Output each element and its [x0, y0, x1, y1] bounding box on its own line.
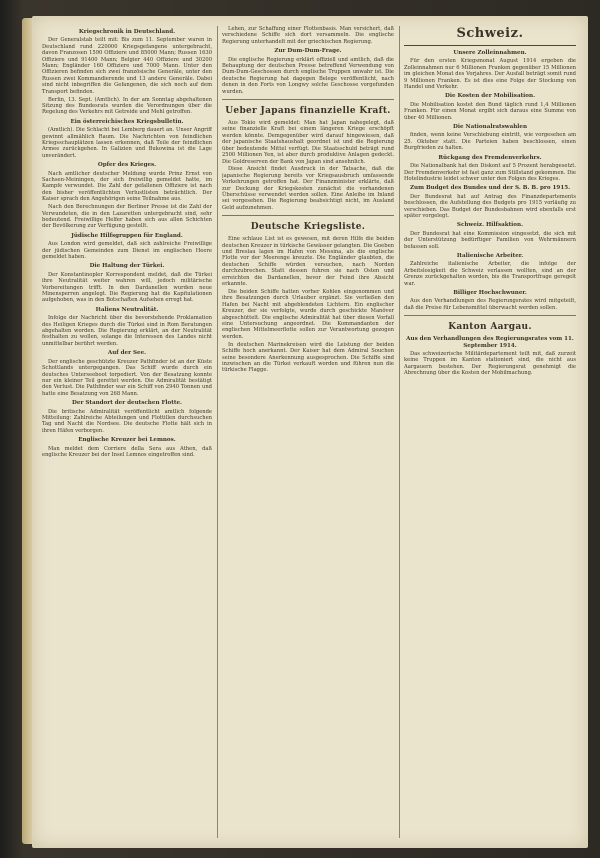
article-paragraph: Die britische Admiralität veröffentlicht amtlich folgende Mitteilung: Zahlreiche Abteilungen und Flottillen durchsuchen Tag und Nacht die Nordsee. Die deutsche Flotte hält sich in ihren Häfen verborgen. — [42, 408, 212, 434]
article-paragraph: Aus Tokio wird gemeldet: Man hat Japan nahegelegt, daß seine finanzielle Kraft bei einem längeren Kriege erschöpft werden könnte. Demgegenüber wird darauf hingewiesen, daß der japanische Staatshaushalt geordnet ist und die Regierung über bedeutende Mittel verfügt. Die Staatsschuld beträgt rund 2500 Millionen Yen, ist aber durch produktive Anlagen gedeckt. Die Goldreserven der Bank von Japan sind ansehnlich. — [222, 120, 394, 165]
article-headline: Ueber Japans finanzielle Kraft. — [225, 106, 391, 117]
section-masthead: Schweiz. — [456, 26, 524, 41]
article-heading: Kriegschronik in Deutschland. — [78, 29, 176, 35]
article-paragraph: finden, wenn keine Verschiebung eintritt, wie vorgesehen am 25. Oktober statt. Die Parteien haben beschlossen, einen Burgfrieden zu halten. — [404, 132, 576, 152]
article-paragraph: Die beiden Schiffe hatten vorher Kohlen eingenommen und ihre Besatzungen durch Urlauber ergänzt. Sie verließen den Hafen bei Nacht mit abgeblendeten Lichtern. Ein englischer Kreuzer, der sie verfolgte, wurde durch geschickte Manöver abgeschüttelt. Die englische Admiralität hat über diesen Vorfall eine Untersuchung angeordnet. Die Kommandanten der englischen Mittelmeerflotte sollen zur Verantwortung gezogen werden. — [222, 289, 394, 340]
article-heading: Englische Kreuzer bei Lemnos. — [78, 437, 176, 444]
article-heading: Die Nationalratswahlen — [452, 124, 528, 131]
article-paragraph: Zahlreiche italienische Arbeiter, die infolge der Arbeitslosigkeit die Schweiz verlassen wollten, sind an der Grenze zurückgehalten worden, bis die Transportfrage geregelt war. — [404, 261, 576, 287]
article-paragraph: Man meldet dem Corriere della Sera aus Athen, daß englische Kreuzer bei der Insel Lemnos eingetroffen sind. — [42, 445, 212, 458]
article-paragraph: Der Bundesrat hat eine Kommission eingesetzt, die sich mit der Unterstützung bedürftiger Familien von Wehrmännern befassen soll. — [404, 230, 576, 250]
article-heading: Opfer des Krieges. — [97, 162, 157, 169]
article-paragraph: Die Mobilisation kostet den Bund täglich rund 1,4 Millionen Franken. Für einen Monat ergibt sich daraus eine Summe von über 40 Millionen. — [404, 101, 576, 121]
article-paragraph: Der Konstantinopler Korrespondent meldet, daß die Türkei ihre Neutralität weiter wahren will, jedoch militärische Vorbereitungen trifft. In den Dardanellen wurden neue Minensperren angelegt. Die Regierung hat die Kapitulationen aufgehoben, was in den Botschaften Aufsehen erregt hat. — [42, 271, 212, 304]
article-paragraph: Der Generalstab teilt mit: Bis zum 11. September waren in Deutschland rund 220000 Kriegsgefangene untergebracht, davon Franzosen 1590 Offiziere und 85000 Mann; Russen 1630 Offiziere und 91400 Mann; Belgier 440 Offiziere und 30200 Mann; Engländer 160 Offiziere und 7000 Mann. Unter den Offizieren befinden sich zwei französische Generäle, unter den Russen zwei Kommandierende und 13 andere Generäle. Dabei sind nicht inbegriffen die Gefangenen, die sich noch auf dem Transport befinden. — [42, 37, 212, 95]
column-rule-1 — [217, 26, 218, 838]
article-heading: Billiger Hochschwuner. — [453, 290, 527, 296]
column-right — [404, 26, 576, 838]
article-heading: Rückgang des Fremdenverkehrs. — [438, 154, 542, 161]
article-heading: Die Kosten der Mobilisation. — [444, 93, 536, 100]
section-rule — [222, 99, 394, 100]
article-paragraph: Lehen, zur Schaffung einer Flottenbasis. Man versichert, daß verschiedene Schiffe sich dort versammeln. Die englische Regierung unterhandelt mit der griechischen Regierung. — [222, 26, 394, 45]
masthead-rule — [404, 45, 576, 46]
column-rule-2 — [399, 26, 400, 838]
column-middle — [222, 26, 394, 838]
section-rule — [222, 215, 394, 216]
column-left — [42, 26, 212, 838]
article-paragraph: Infolge der Nachricht über die bevorstehende Proklamation des Heiligen Krieges durch die Türkei sind in Rom Beratungen abgehalten worden. Die Regierung erklärt, an der Neutralität festhalten zu wollen, solange die Interessen des Landes nicht unmittelbar berührt werden. — [42, 315, 212, 347]
article-paragraph: Die englische Regierung erklärt offiziell und amtlich, daß die Behauptung der deutschen Presse betreffend Verwendung von Dum-Dum-Geschossen durch englische Truppen unwahr ist. Die deutsche Regierung hat dagegen Belege veröffentlicht, nach denen in den Forts von Longwy solche Geschosse vorgefunden wurden. — [222, 56, 394, 95]
article-heading: Jüdische Hilfsgruppen für England. — [71, 232, 183, 239]
article-paragraph: Das schweizerische Militärdepartement teilt mit, daß zurzeit keine Truppen im Kanton stationiert sind, die nicht aus Aargauern bestehen. Der Regierungsrat genehmigt die Abrechnung über die Kosten der Mobilmachung. — [404, 351, 576, 377]
article-heading: Ein österreichisches Kriegsbulletin. — [70, 118, 184, 125]
article-heading: Der Standort der deutschen Flotte. — [72, 400, 182, 407]
article-paragraph: Nach amtlicher deutscher Meldung wurde Prinz Ernst von Sachsen-Meiningen, der sich freiwillig gemeldet hatte, im Kampfe verwundet. Die Zahl der gefallenen Offiziere ist nach den bisher veröffentlichten Verlustlisten beträchtlich. Der Kaiser sprach den Angehörigen seine Teilnahme aus. — [42, 170, 212, 203]
article-paragraph: Eine schlaue List ist es gewesen, mit deren Hilfe die beiden deutschen Kreuzer in türkische Gewässer gelangten. Die Goeben und Breslau lagen im Hafen von Messina, als die englische Flotte vor der Meerenge kreuzte. Die Engländer glaubten, die deutschen Schiffe würden versuchen, nach Norden durchzubrechen. Statt dessen fuhren sie nach Osten und erreichten die Dardanellen, bevor der Feind ihre Absicht erkannte. — [222, 236, 394, 288]
article-headline: Kanton Aargau. — [448, 322, 532, 333]
article-heading: Zum Budget des Bundes und der S. B. B. pro 1915. — [409, 185, 571, 192]
article-paragraph: (Amtlich). Die Schlacht bei Lemberg dauert an. Unser Angriff gewinnt allmählich Raum. Die Nachrichten von feindlichen Kriegsschauplätzen lassen erkennen, daß Teile der feindlichen Armee zurückgehen. In Galizien und Bukowina ist die Lage unverändert. — [42, 127, 212, 159]
article-paragraph: Nach den Berechnungen der Berliner Presse ist die Zahl der Verwundeten, die in den Lazaretten untergebracht sind, sehr bedeutend. Freiwillige Helfer haben sich aus allen Schichten der Bevölkerung zur Verfügung gestellt. — [42, 204, 212, 230]
article-paragraph: Diese Ansicht findet Ausdruck in der Tatsache, daß die japanische Regierung bereits vor Kriegsausbruch umfassende Vorkehrungen getroffen hat. Der Finanzminister erklärte, daß zur Deckung der Kriegskosten zunächst die vorhandenen Überschüsse verwendet werden sollen. Eine Anleihe im Inland sei vorgesehen. Die Regierung beabsichtigt nicht, im Ausland Geld aufzunehmen. — [222, 166, 394, 211]
article-paragraph: Aus den Verhandlungen des Regierungsrates wird mitgeteilt, daß die Preise für Lebensmittel überwacht werden sollen. — [404, 298, 576, 311]
article-heading: Italiens Neutralität. — [95, 306, 159, 313]
section-rule — [404, 315, 576, 316]
article-headline: Deutsche Kriegsliste. — [250, 222, 366, 233]
article-heading: Auf der See. — [107, 350, 147, 357]
article-paragraph: In deutschen Marinekreisen wird die Leistung der beiden Schiffe hoch anerkannt. Der Kaiser hat dem Admiral Souchon seine besondere Anerkennung ausgesprochen. Die Schiffe sind inzwischen an die Türkei verkauft worden und führen nun die türkische Flagge. — [222, 341, 394, 374]
article-heading: Italienische Arbeiter. — [456, 252, 524, 259]
article-paragraph: Berlin, 13. Sept. (Amtlich). In der am Sonntag abgehaltenen Sitzung des Bundesrats wurden die Verordnungen über die Regelung des Verkehrs mit Getreide und Mehl getroffen. — [42, 96, 212, 116]
article-paragraph: Der Bundesrat hat auf Antrag des Finanzdepartements beschlossen, die Aufstellung des Budgets pro 1915 vorläufig zu verschieben. Das Budget der Bundesbahnen wird ebenfalls erst später vorgelegt. — [404, 193, 576, 219]
article-paragraph: Für den ersten Kriegsmonat August 1914 ergeben die Zolleinnahmen nur 6 Millionen Franken gegenüber 15 Millionen im gleichen Monat des Vorjahres. Der Ausfall beträgt somit rund 9 Millionen Franken. Es ist dies eine Folge der Stockung von Handel und Verkehr. — [404, 58, 576, 91]
article-paragraph: Die Nationalbank hat den Diskont auf 5 Prozent herabgesetzt. Der Fremdenverkehr ist fast ganz zum Stillstand gekommen. Die Hotelindustrie leidet schwer unter den Folgen des Krieges. — [404, 163, 576, 182]
article-heading: Zur Dum-Dum-Frage. — [274, 48, 342, 55]
article-paragraph: Aus London wird gemeldet, daß sich zahlreiche Freiwillige der jüdischen Gemeinden zum Dienst im englischen Heere gemeldet haben. — [42, 241, 212, 260]
article-heading: Schweiz. Hilfsaktion. — [456, 222, 524, 229]
article-paragraph: Der englische geschützte Kreuzer Pathfinder ist an der Küste Schottlands untergegangen. Das Schiff wurde durch ein deutsches Unterseeboot torpediert. Von der Besatzung konnte nur ein kleiner Teil gerettet werden. Die Admiralität bestätigt den Verlust. Die Pathfinder war ein Schiff von 2940 Tonnen und hatte eine Besatzung von 268 Mann. — [42, 358, 212, 397]
article-heading: Unsere Zolleinnahmen. — [453, 50, 527, 56]
article-heading: Die Haltung der Türkei. — [89, 263, 165, 270]
article-heading: Aus den Verhandlungen des Regierungsrates vom 11. September 1914. — [406, 336, 574, 349]
newspaper-page — [32, 16, 588, 848]
